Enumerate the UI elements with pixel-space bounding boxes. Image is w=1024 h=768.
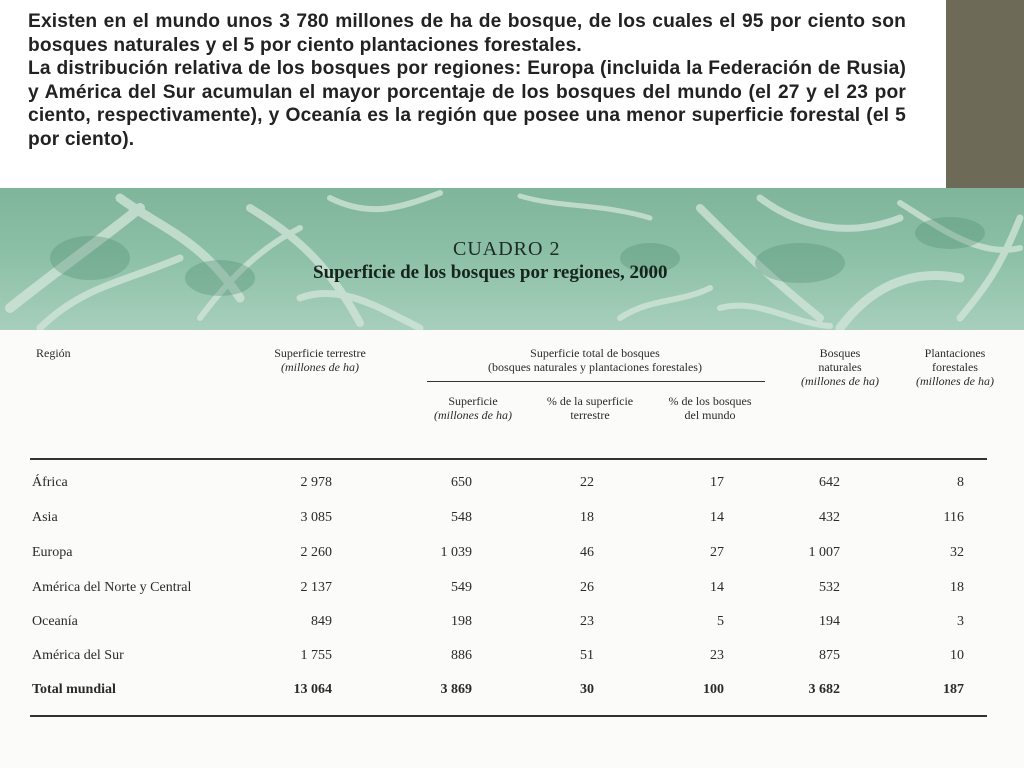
header-land-area: Superficie terrestre (millones de ha)	[274, 346, 366, 374]
cell-plantations: 10	[950, 648, 964, 663]
header-region: Región	[36, 346, 71, 360]
cell-land-area: 2 978	[300, 475, 332, 490]
intro-paragraph-1: Existen en el mundo unos 3 780 millones de ha de bosque, de los cuales el 95 por ciento son bosques naturales y el 5 por ciento plantaciones forestales.	[28, 11, 906, 56]
intro-text-box	[0, 0, 946, 190]
header-plantations: Plantaciones forestales (millones de ha)	[916, 346, 994, 388]
cell-surface: 548	[451, 510, 472, 525]
cell-pct-land: 22	[580, 475, 594, 490]
cell-surface: 1 039	[440, 545, 472, 560]
cell-natural: 875	[819, 648, 840, 663]
cell-pct-world: 5	[717, 614, 724, 629]
header-surface: Superficie (millones de ha)	[434, 394, 512, 422]
cell-pct-land: 26	[580, 580, 594, 595]
cell-land-area: 1 755	[300, 648, 332, 663]
cell-pct-land: 30	[580, 682, 594, 697]
cell-pct-world: 27	[710, 545, 724, 560]
cell-surface: 3 869	[440, 682, 472, 697]
cell-plantations: 18	[950, 580, 964, 595]
cell-pct-land: 51	[580, 648, 594, 663]
cell-pct-world: 17	[710, 475, 724, 490]
cell-land-area: 2 137	[300, 580, 332, 595]
cell-natural: 194	[819, 614, 840, 629]
cell-region: Oceanía	[32, 614, 78, 629]
cell-natural: 1 007	[808, 545, 840, 560]
table-bottom-rule	[30, 715, 987, 717]
cell-land-area: 3 085	[300, 510, 332, 525]
cell-natural: 432	[819, 510, 840, 525]
cell-plantations: 8	[957, 475, 964, 490]
cell-surface: 549	[451, 580, 472, 595]
cell-surface: 650	[451, 475, 472, 490]
cell-pct-world: 100	[703, 682, 724, 697]
cell-pct-world: 14	[710, 580, 724, 595]
header-pct-land: % de la superficie terrestre	[546, 394, 634, 422]
cell-region: América del Norte y Central	[32, 580, 192, 595]
table-figure	[0, 188, 1024, 768]
cell-natural: 3 682	[808, 682, 840, 697]
cell-region: Europa	[32, 545, 73, 560]
cell-pct-land: 46	[580, 545, 594, 560]
header-natural: Bosques naturales (millones de ha)	[801, 346, 879, 388]
header-bottom-rule	[30, 458, 987, 460]
cell-land-area: 849	[311, 614, 332, 629]
header-pct-world: % de los bosques del mundo	[668, 394, 752, 422]
header-group-rule	[427, 381, 765, 382]
cell-plantations: 116	[943, 510, 964, 525]
intro-paragraph-2: La distribución relativa de los bosques por regiones: Europa (incluida la Federación de Rusia) y América del Sur acumulan el mayor porcentaje de los bosques del mundo (el 27 y el 23 por ciento, respectivamente), y Oceanía es la región que posee una menor superficie forestal (el 5 por ciento).	[28, 58, 906, 150]
cell-region: África	[32, 475, 68, 490]
cell-pct-world: 14	[710, 510, 724, 525]
table-number: CUADRO 2	[453, 238, 561, 260]
cell-land-area: 2 260	[300, 545, 332, 560]
cell-plantations: 32	[950, 545, 964, 560]
table-title: Superficie de los bosques por regiones, 2000	[313, 262, 668, 283]
cell-natural: 532	[819, 580, 840, 595]
cell-surface: 886	[451, 648, 472, 663]
cell-region: América del Sur	[32, 648, 124, 663]
cell-plantations: 187	[943, 682, 964, 697]
forest-table	[0, 330, 1024, 768]
cell-pct-land: 23	[580, 614, 594, 629]
header-forest-total: Superficie total de bosques (bosques naturales y plantaciones forestales)	[488, 346, 702, 374]
cell-natural: 642	[819, 475, 840, 490]
cell-pct-land: 18	[580, 510, 594, 525]
cell-region: Total mundial	[32, 682, 116, 697]
cell-pct-world: 23	[710, 648, 724, 663]
cell-plantations: 3	[957, 614, 964, 629]
cell-surface: 198	[451, 614, 472, 629]
cell-region: Asia	[32, 510, 58, 525]
cell-land-area: 13 064	[293, 682, 332, 697]
forest-banner-image	[0, 188, 1024, 330]
